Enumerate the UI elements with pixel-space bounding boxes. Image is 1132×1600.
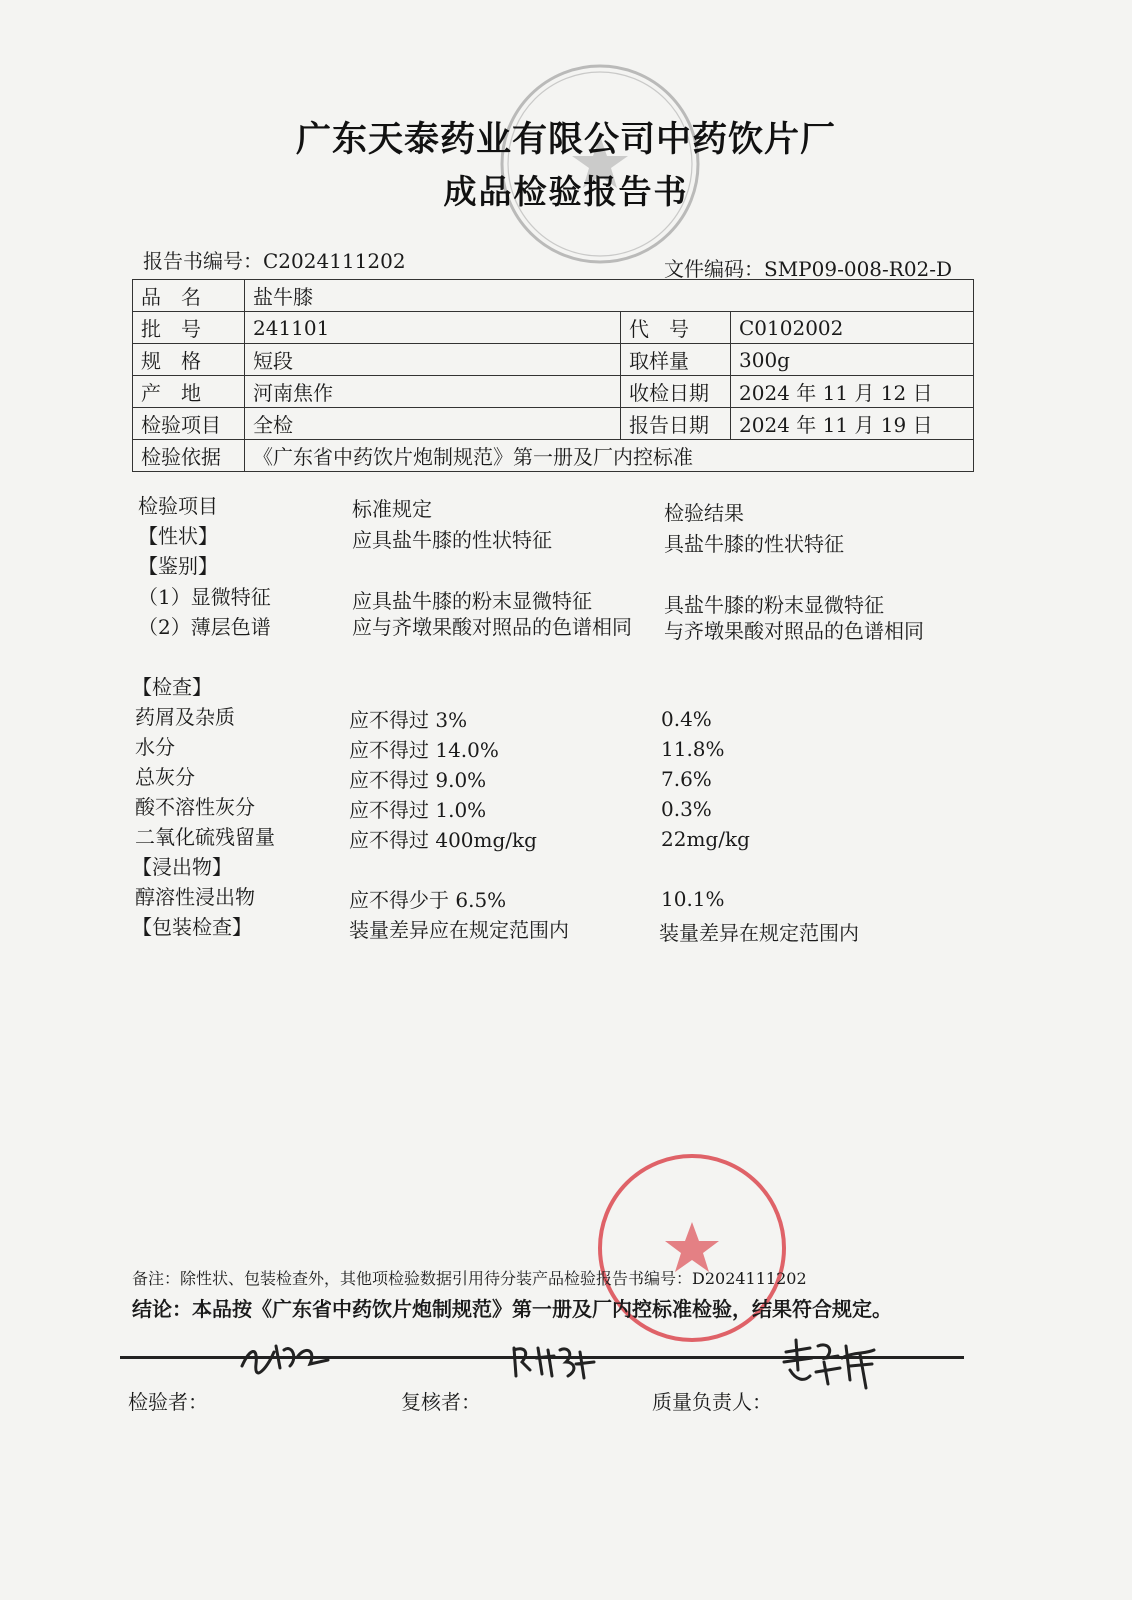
batch-label: 批 号	[133, 312, 245, 344]
check-standard: 应不得过 1.0%	[349, 798, 487, 822]
check-name: 总灰分	[135, 765, 195, 789]
package-result: 装量差异在规定范围内	[659, 921, 859, 945]
file-code	[664, 253, 952, 282]
basis-value: 《广东省中药饮片炮制规范》第一册及厂内控标准	[245, 440, 974, 472]
code-value: C0102002	[731, 312, 974, 344]
remark: 备注：除性状、包装检查外，其他项检验数据引用待分装产品检验报告书编号：D2024111202	[132, 1269, 807, 1288]
inspector-label: 检验者：	[128, 1390, 208, 1414]
check-result: 11.8%	[661, 737, 725, 761]
conclusion: 结论：本品按《广东省中药饮片炮制规范》第一册及厂内控标准检验，结果符合规定。	[132, 1297, 892, 1321]
section-identify: 【鉴别】	[138, 554, 218, 578]
file-code-value: SMP09-008-R02-D	[764, 257, 953, 281]
section-check: 【检查】	[132, 675, 212, 699]
column-header-result: 检验结果	[664, 501, 744, 525]
tlc-standard: 应与齐墩果酸对照品的色谱相同	[352, 615, 632, 639]
check-name: 药屑及杂质	[135, 705, 235, 729]
info-row-product	[133, 280, 974, 312]
report-title: 成品检验报告书	[443, 172, 689, 211]
basis-label: 检验依据	[133, 440, 245, 472]
sample-value: 300g	[731, 344, 974, 376]
file-code-label: 文件编码：	[664, 257, 764, 281]
micro-result: 具盐牛膝的粉末显微特征	[664, 593, 884, 617]
info-row-spec	[133, 344, 974, 376]
report-date-label: 报告日期	[621, 408, 731, 440]
tlc-result: 与齐墩果酸对照品的色谱相同	[664, 619, 924, 643]
report-number-value: C2024111202	[263, 249, 406, 273]
check-standard: 应不得过 3%	[349, 708, 468, 732]
report-number	[143, 245, 406, 274]
inspector-signature	[236, 1336, 336, 1380]
company-title: 广东天泰药业有限公司中药饮片厂	[295, 119, 836, 160]
check-result: 7.6%	[661, 767, 712, 791]
check-name: 水分	[135, 735, 175, 759]
character-standard: 应具盐牛膝的性状特征	[352, 528, 552, 552]
extract-name: 醇溶性浸出物	[135, 885, 255, 909]
item-value: 全检	[245, 408, 621, 440]
info-table	[132, 279, 974, 472]
check-standard: 应不得过 400mg/kg	[349, 828, 537, 852]
info-row-item	[133, 408, 974, 440]
report-number-label: 报告书编号：	[143, 249, 263, 273]
micro-standard: 应具盐牛膝的粉末显微特征	[352, 589, 592, 613]
check-name: 二氧化硫残留量	[135, 825, 275, 849]
extract-result: 10.1%	[661, 887, 725, 911]
reviewer-signature	[508, 1340, 598, 1384]
quality-manager-signature	[780, 1336, 880, 1394]
check-result: 0.4%	[661, 707, 712, 731]
check-standard: 应不得过 14.0%	[349, 738, 499, 762]
sample-label: 取样量	[621, 344, 731, 376]
section-extract: 【浸出物】	[132, 855, 232, 879]
extract-standard: 应不得少于 6.5%	[349, 888, 507, 912]
check-result: 0.3%	[661, 797, 712, 821]
column-header-item: 检验项目	[138, 494, 218, 518]
micro-label: （1）显微特征	[138, 585, 271, 609]
check-result: 22mg/kg	[661, 827, 750, 851]
product-label: 品 名	[133, 280, 245, 312]
item-label: 检验项目	[133, 408, 245, 440]
spec-value: 短段	[245, 344, 621, 376]
batch-value: 241101	[245, 312, 621, 344]
origin-label: 产 地	[133, 376, 245, 408]
code-label: 代 号	[621, 312, 731, 344]
receive-date-value: 2024 年 11 月 12 日	[731, 376, 974, 408]
spec-label: 规 格	[133, 344, 245, 376]
report-date-value: 2024 年 11 月 19 日	[731, 408, 974, 440]
section-package: 【包装检查】	[132, 915, 252, 939]
info-row-origin	[133, 376, 974, 408]
reviewer-label: 复核者：	[401, 1390, 481, 1414]
info-row-basis	[133, 440, 974, 472]
product-value: 盐牛膝	[245, 280, 974, 312]
character-result: 具盐牛膝的性状特征	[664, 532, 844, 556]
column-header-standard: 标准规定	[352, 497, 432, 521]
check-name: 酸不溶性灰分	[135, 795, 255, 819]
inspection-stamp	[494, 58, 706, 270]
section-character: 【性状】	[138, 524, 218, 548]
info-row-batch	[133, 312, 974, 344]
tlc-label: （2）薄层色谱	[138, 615, 271, 639]
quality-manager-label: 质量负责人：	[652, 1390, 772, 1414]
receive-date-label: 收检日期	[621, 376, 731, 408]
origin-value: 河南焦作	[245, 376, 621, 408]
package-standard: 装量差异应在规定范围内	[349, 918, 569, 942]
check-standard: 应不得过 9.0%	[349, 768, 487, 792]
